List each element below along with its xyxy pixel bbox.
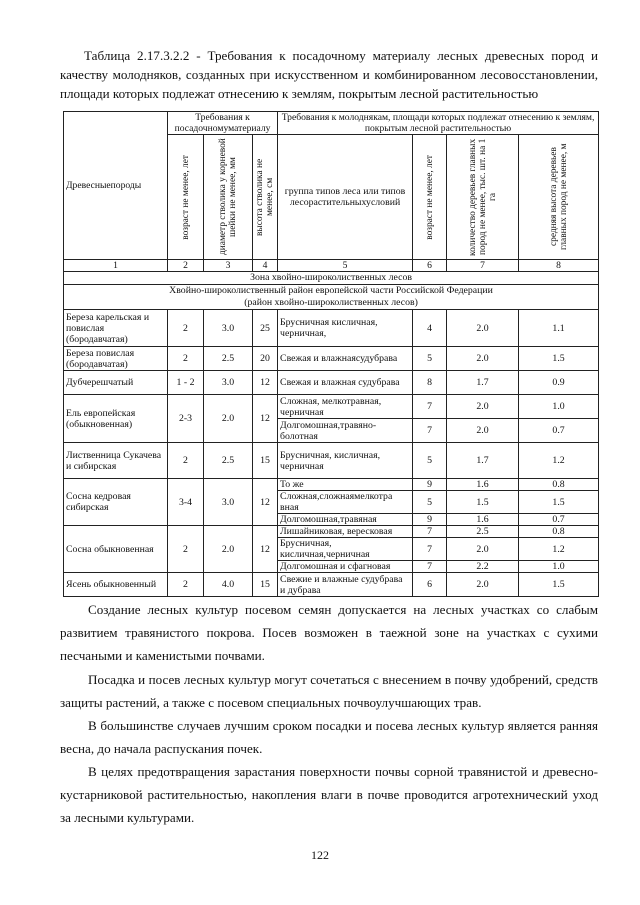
count-cell: 2.0 xyxy=(447,395,519,419)
page-number: 122 xyxy=(311,848,329,862)
col-number: 6 xyxy=(413,260,447,272)
age2-cell: 9 xyxy=(413,514,447,526)
forest-type-cell: Свежие и влажные судубрава и дубрава xyxy=(278,573,413,597)
paragraph: В большинстве случаев лучшим сроком посадки и посева лесных культур является ранняя весна, до начала распускания почек. xyxy=(60,718,598,756)
age-cell: 2 xyxy=(168,526,204,573)
avg-height-cell: 0.9 xyxy=(519,371,599,395)
table-row xyxy=(64,573,599,597)
table-row xyxy=(64,443,599,479)
count-cell: 1.7 xyxy=(447,371,519,395)
forest-type-cell: Брусничная кисличная, черничная, xyxy=(278,310,413,347)
avg-height-cell: 1.0 xyxy=(519,561,599,573)
avg-height-cell: 0.8 xyxy=(519,526,599,538)
age-cell: 2 xyxy=(168,443,204,479)
age2-cell: 7 xyxy=(413,538,447,561)
avg-height-cell: 1.5 xyxy=(519,491,599,514)
forest-type-cell: Сложная,сложнаямелкотра вная xyxy=(278,491,413,514)
diameter-cell: 3.0 xyxy=(204,371,253,395)
col-number: 4 xyxy=(253,260,278,272)
col-number: 3 xyxy=(204,260,253,272)
diameter-cell: 2.0 xyxy=(204,395,253,443)
species-cell: Сосна обыкновенная xyxy=(64,526,168,573)
age2-cell: 7 xyxy=(413,526,447,538)
count-cell: 1.6 xyxy=(447,514,519,526)
col-number: 8 xyxy=(519,260,599,272)
height-cell: 15 xyxy=(253,573,278,597)
height-cell: 12 xyxy=(253,526,278,573)
table-row xyxy=(64,526,599,538)
count-cell: 2.5 xyxy=(447,526,519,538)
col-number: 5 xyxy=(278,260,413,272)
height-cell: 12 xyxy=(253,371,278,395)
count-cell: 2.0 xyxy=(447,347,519,371)
height-cell: 12 xyxy=(253,395,278,443)
requirements-table xyxy=(63,111,599,597)
height-cell: 25 xyxy=(253,310,278,347)
header-planting-group: Требования к посадочномуматериалу xyxy=(168,112,278,135)
age2-cell: 9 xyxy=(413,479,447,491)
diameter-cell: 3.0 xyxy=(204,310,253,347)
zone-title: Зона хвойно-широколиственных лесов xyxy=(64,272,599,285)
forest-type-cell: Долгомошная,травяная xyxy=(278,514,413,526)
avg-height-cell: 0.8 xyxy=(519,479,599,491)
header-age2: возраст не менее, лет xyxy=(413,135,447,260)
species-cell: Береза повислая (бородавчатая) xyxy=(64,347,168,371)
diameter-cell: 4.0 xyxy=(204,573,253,597)
avg-height-cell: 0.7 xyxy=(519,514,599,526)
forest-type-cell: То же xyxy=(278,479,413,491)
count-cell: 1.7 xyxy=(447,443,519,479)
age-cell: 2 xyxy=(168,573,204,597)
forest-type-cell: Брусничная, кисличная,черничная xyxy=(278,538,413,561)
age-cell: 3-4 xyxy=(168,479,204,526)
count-cell: 2.0 xyxy=(447,573,519,597)
diameter-cell: 2.5 xyxy=(204,443,253,479)
table-row xyxy=(64,310,599,347)
age2-cell: 4 xyxy=(413,310,447,347)
age2-cell: 5 xyxy=(413,347,447,371)
header-forest-type: группа типов леса или типов лесорастительныхусловий xyxy=(278,135,413,260)
forest-type-cell: Свежая и влажная судубрава xyxy=(278,371,413,395)
avg-height-cell: 1.2 xyxy=(519,538,599,561)
age2-cell: 6 xyxy=(413,573,447,597)
avg-height-cell: 1.0 xyxy=(519,395,599,419)
table-row xyxy=(64,479,599,491)
height-cell: 15 xyxy=(253,443,278,479)
header-species: Древесныепороды xyxy=(64,112,168,260)
height-cell: 12 xyxy=(253,479,278,526)
height-cell: 20 xyxy=(253,347,278,371)
age2-cell: 7 xyxy=(413,395,447,419)
age-cell: 2 xyxy=(168,310,204,347)
age2-cell: 5 xyxy=(413,491,447,514)
paragraph: В целях предотвращения зарастания поверхности почвы сорной травянистой и древесно-кустарниковой растительностью, накопления влаги в почве проводится агротехнический уход за лесными культурами. xyxy=(60,764,598,825)
header-height: высота стволика не менее, см xyxy=(253,135,278,260)
age-cell: 2 xyxy=(168,347,204,371)
age2-cell: 7 xyxy=(413,561,447,573)
count-cell: 2.2 xyxy=(447,561,519,573)
species-cell: Сосна кедровая сибирская xyxy=(64,479,168,526)
col-number: 1 xyxy=(64,260,168,272)
avg-height-cell: 1.5 xyxy=(519,347,599,371)
age2-cell: 8 xyxy=(413,371,447,395)
paragraph: Посадка и посев лесных культур могут сочетаться с внесением в почву удобрений, средств защиты растений, а также с посевом специальных почвоулучшающих трав. xyxy=(60,672,598,710)
forest-type-cell: Долгомошная и сфагновая xyxy=(278,561,413,573)
species-cell: Ясень обыкновенный xyxy=(64,573,168,597)
age-cell: 1 - 2 xyxy=(168,371,204,395)
table-row xyxy=(64,395,599,419)
forest-type-cell: Долгомошная,травяно-болотная xyxy=(278,419,413,443)
count-cell: 1.5 xyxy=(447,491,519,514)
age2-cell: 5 xyxy=(413,443,447,479)
col-number: 2 xyxy=(168,260,204,272)
species-cell: Лиственница Сукачева и сибирская xyxy=(64,443,168,479)
avg-height-cell: 1.5 xyxy=(519,573,599,597)
count-cell: 2.0 xyxy=(447,538,519,561)
count-cell: 2.0 xyxy=(447,310,519,347)
species-cell: Дубчерешчатый xyxy=(64,371,168,395)
table-row xyxy=(64,347,599,371)
count-cell: 1.6 xyxy=(447,479,519,491)
header-age: возраст не менее, лет xyxy=(168,135,204,260)
forest-type-cell: Брусничная, кисличная, черничная xyxy=(278,443,413,479)
avg-height-cell: 1.1 xyxy=(519,310,599,347)
avg-height-cell: 1.2 xyxy=(519,443,599,479)
diameter-cell: 2.0 xyxy=(204,526,253,573)
header-diameter: диаметр стволика у корневой шейки не менее, мм xyxy=(204,135,253,260)
species-cell: Береза карельская и повислая (бородавчатая) xyxy=(64,310,168,347)
column-numbers-row xyxy=(64,260,599,272)
species-cell: Ель европейская (обыкновенная) xyxy=(64,395,168,443)
diameter-cell: 2.5 xyxy=(204,347,253,371)
diameter-cell: 3.0 xyxy=(204,479,253,526)
age-cell: 2-3 xyxy=(168,395,204,443)
count-cell: 2.0 xyxy=(447,419,519,443)
age2-cell: 7 xyxy=(413,419,447,443)
forest-type-cell: Сложная, мелкотравная, черничная xyxy=(278,395,413,419)
header-avg-height: средняя высота деревьев главных пород не менее, м xyxy=(519,135,599,260)
avg-height-cell: 0.7 xyxy=(519,419,599,443)
header-young-group: Требования к молоднякам, площади которых подлежат отнесению к землям, покрытым лесной растительностью xyxy=(278,112,599,135)
region-title: Хвойно-широколиственный район европейской части Российской Федерации (район хвойно-широколиственных лесов) xyxy=(64,285,599,310)
table-row xyxy=(64,371,599,395)
table-caption: Таблица 2.17.3.2.2 - Требования к посадочному материалу лесных древесных пород и качеству молодняков, созданных при искусственном и комбинированном лесовосстановлении, площади которых подлежат отнесению к землям, покрытым лесной растительностью xyxy=(60,48,598,101)
forest-type-cell: Свежая и влажнаясудубрава xyxy=(278,347,413,371)
forest-type-cell: Лишайниковая, вересковая xyxy=(278,526,413,538)
paragraph: Создание лесных культур посевом семян допускается на лесных участках со слабым развитием травянистого покрова. Посев возможен в таежной зоне на участках с сухими песчаными и каменистыми почвами. xyxy=(60,602,598,663)
header-count: количество деревьев главных пород не менее, тыс. шт. на 1 га xyxy=(447,135,519,260)
col-number: 7 xyxy=(447,260,519,272)
